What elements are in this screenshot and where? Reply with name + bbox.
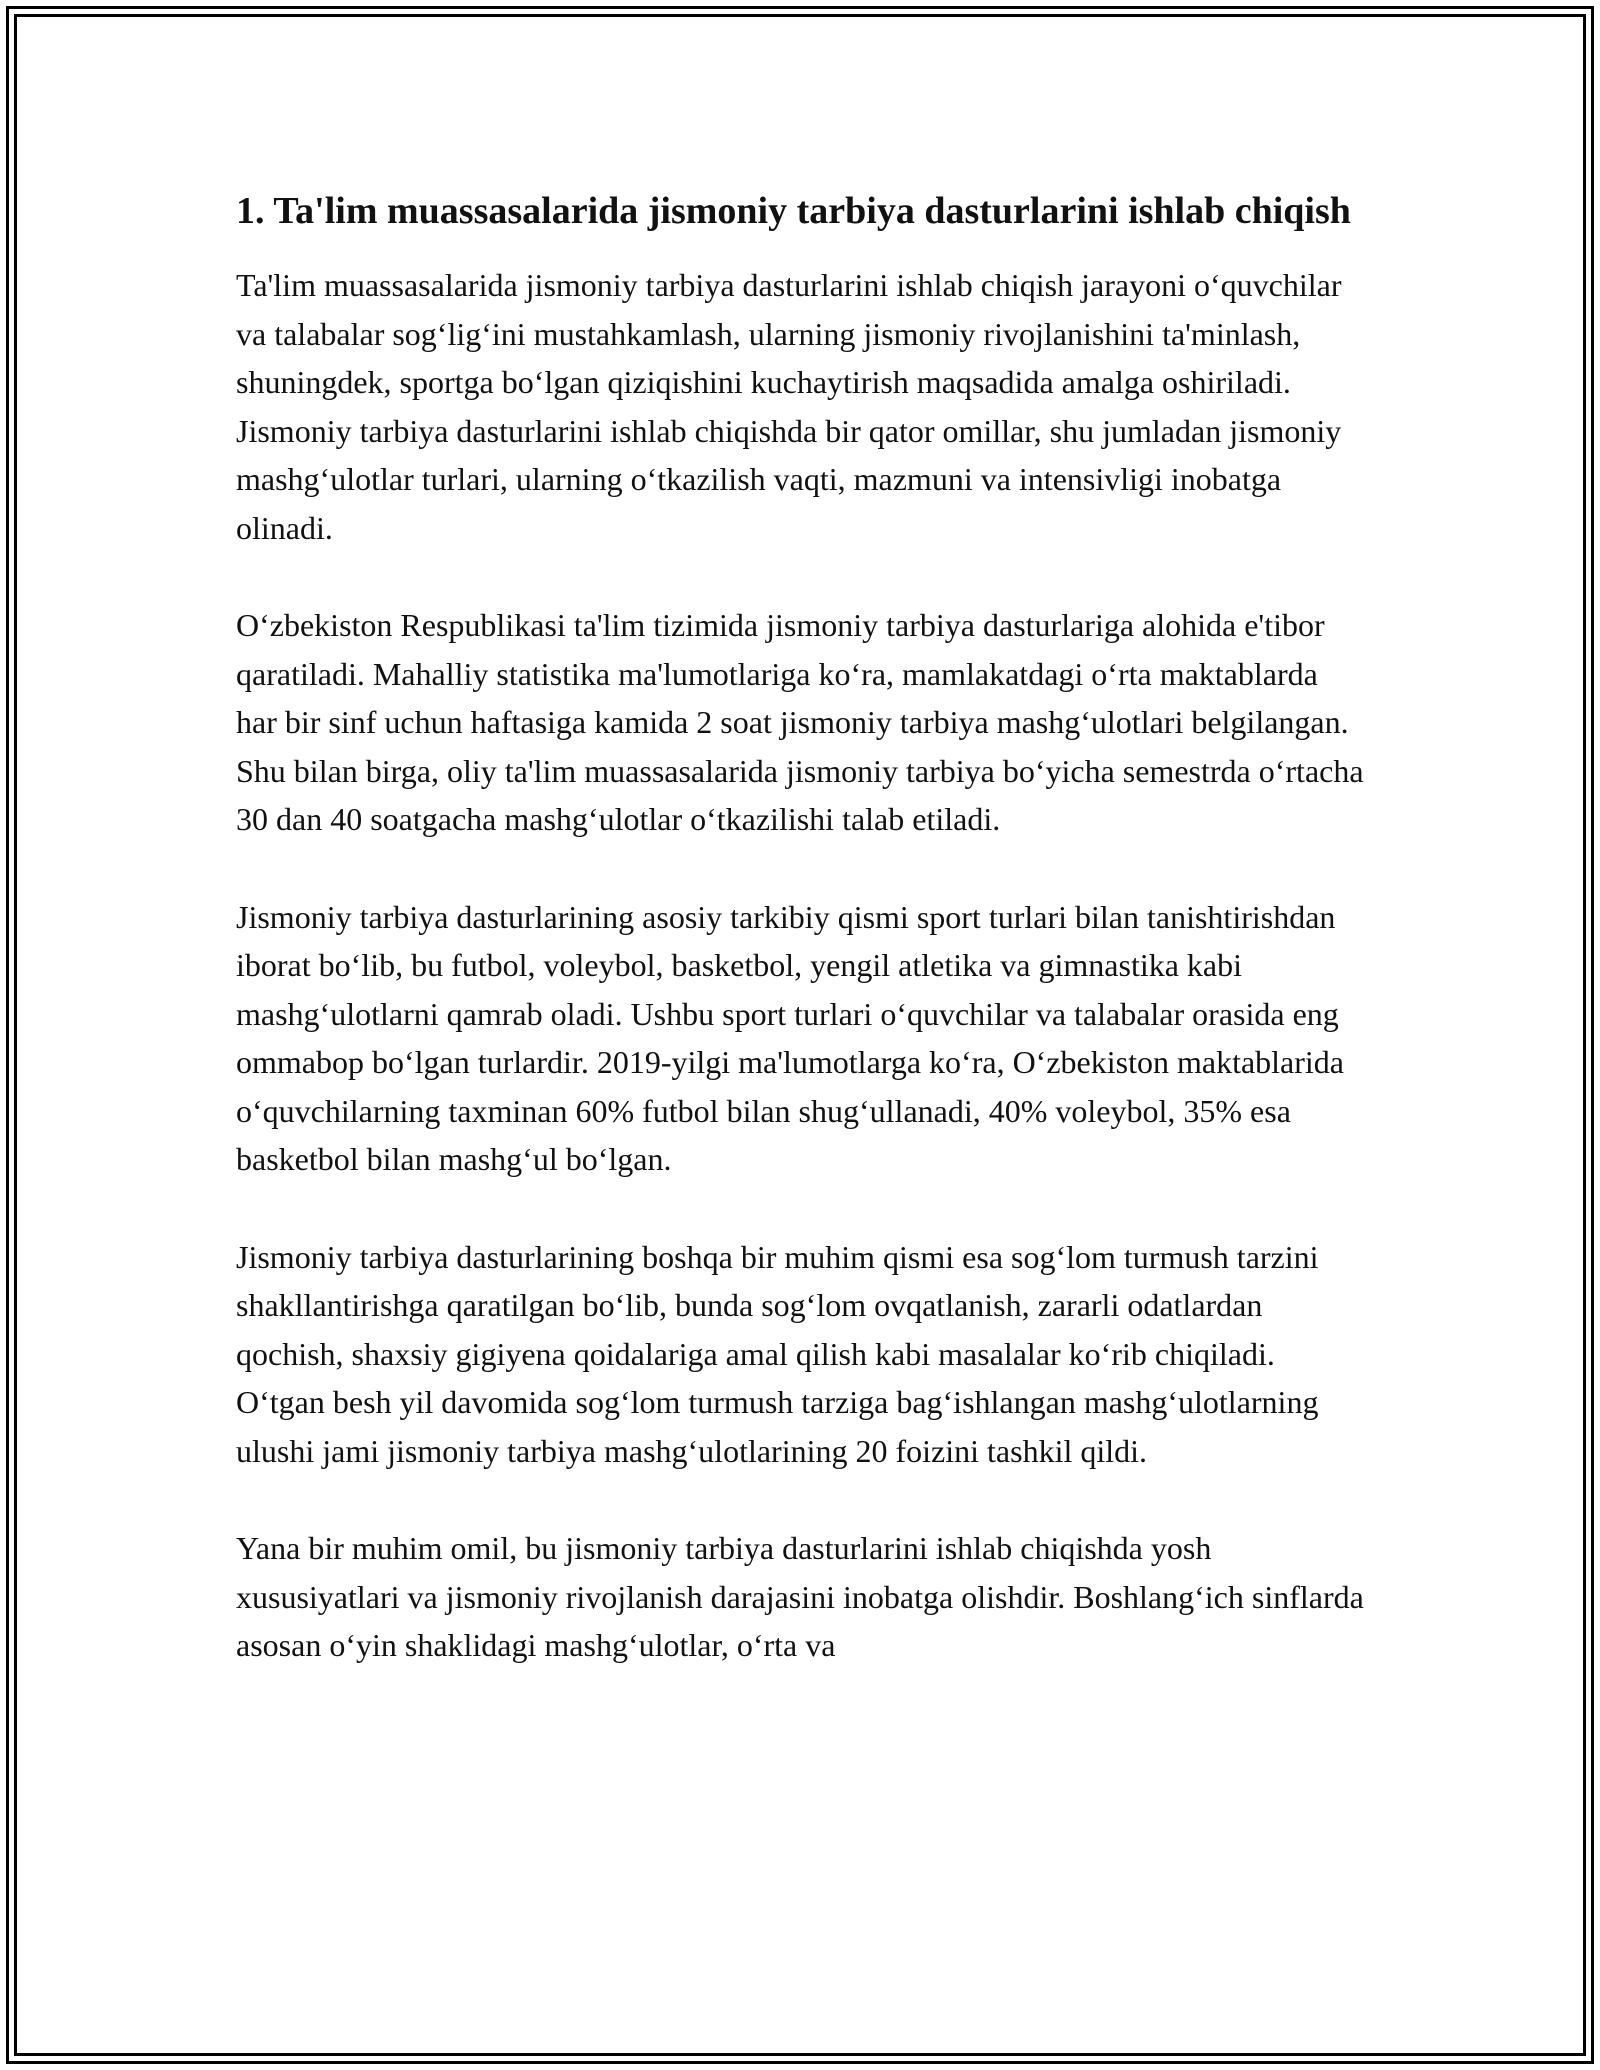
- section-heading: 1. Ta'lim muassasalarida jismoniy tarbiya dasturlarini ishlab chiqish: [236, 190, 1351, 232]
- document-body: [236, 183, 1366, 1719]
- paragraph-3: Jismoniy tarbiya dasturlarining asosiy tarkibiy qismi sport turlari bilan tanishtirishdan iborat bo‘lib, bu futbol, voleybol, basketbol, yengil atletika va gimnastika kabi mashg‘ulotlarni qamrab oladi. Ushbu sport turlari o‘quvchilar va talabalar orasida eng ommabop bo‘lgan turlardir. 2019-yilgi ma'lumotlarga ko‘ra, O‘zbekiston maktablarida o‘quvchilarning taxminan 60% futbol bilan shug‘ullanadi, 40% voleybol, 35% esa basketbol bilan mashg‘ul bo‘lgan.: [236, 898, 1344, 1177]
- paragraph-5: Yana bir muhim omil, bu jismoniy tarbiya dasturlarini ishlab chiqishda yosh xususiyatlari va jismoniy rivojlanish darajasini inobatga olishdir. Boshlang‘ich sinflarda asosan o‘yin shaklidagi mashg‘ulotlar, o‘rta va: [236, 1530, 1364, 1663]
- paragraph-2: O‘zbekiston Respublikasi ta'lim tizimida jismoniy tarbiya dasturlariga alohida e'tibor qaratiladi. Mahalliy statistika ma'lumotlariga ko‘ra, mamlakatdagi o‘rta maktablarda har bir sinf uchun haftasiga kamida 2 soat jismoniy tarbiya mashg‘ulotlari belgilangan. Shu bilan birga, oliy ta'lim muassasalarida jismoniy tarbiya bo‘yicha semestrda o‘rtacha 30 dan 40 soatgacha mashg‘ulotlar o‘tkazilishi talab etiladi.: [236, 607, 1364, 837]
- paragraph-4: Jismoniy tarbiya dasturlarining boshqa bir muhim qismi esa sog‘lom turmush tarzini shakllantirishga qaratilgan bo‘lib, bunda sog‘lom ovqatlanish, zararli odatlardan qochish, shaxsiy gigiyena qoidalariga amal qilish kabi masalalar ko‘rib chiqiladi. O‘tgan besh yil davomida sog‘lom turmush tarziga bag‘ishlangan mashg‘ulotlarning ulushi jami jismoniy tarbiya mashg‘ulotlarining 20 foizini tashkil qildi.: [236, 1238, 1319, 1469]
- paragraph-1: Ta'lim muassasalarida jismoniy tarbiya dasturlarini ishlab chiqish jarayoni o‘quvchilar va talabalar sog‘lig‘ini mustahkamlash, ularning jismoniy rivojlanishini ta'minlash, shuningdek, sportga bo‘lgan qiziqishini kuchaytirish maqsadida amalga oshiriladi. Jismoniy tarbiya dasturlarini ishlab chiqishda bir qator omillar, shu jumladan jismoniy mashg‘ulotlar turlari, ularning o‘tkazilish vaqti, mazmuni va intensivligi inobatga olinadi.: [236, 267, 1342, 546]
